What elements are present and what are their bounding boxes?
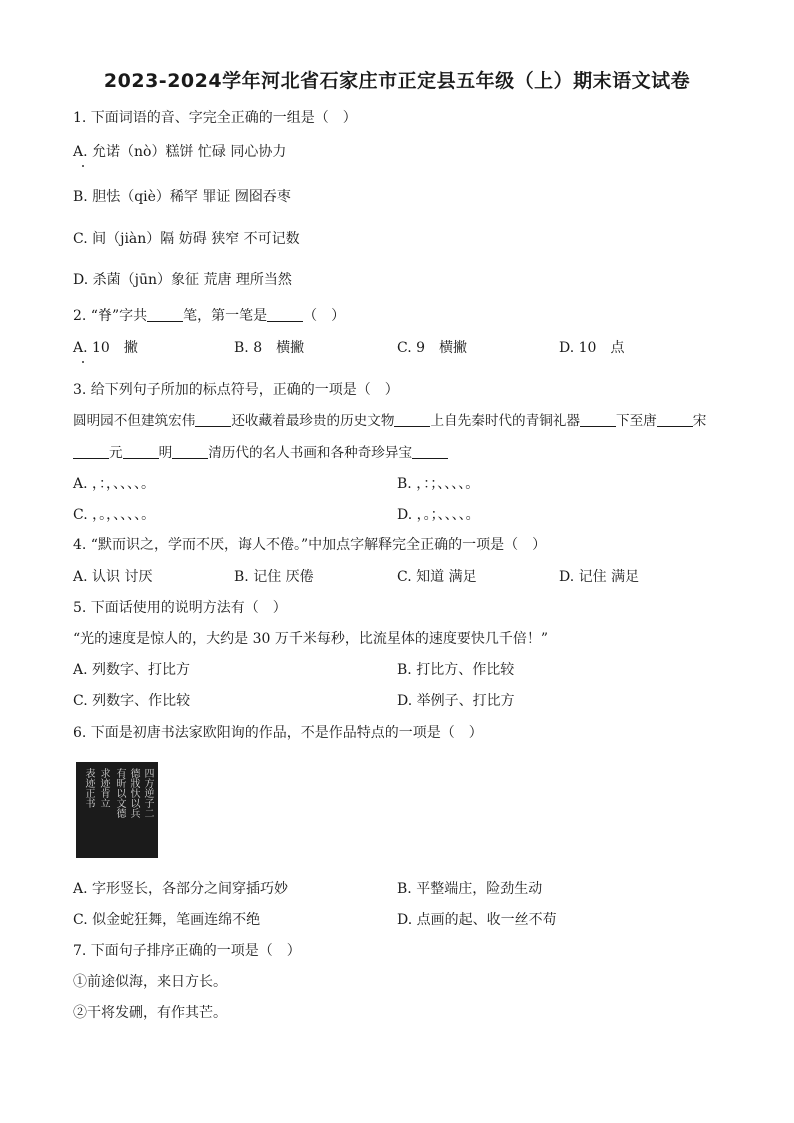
q3-fragment: 元 [109, 445, 123, 461]
q2-stem-part1: 2. “脊”字共 [73, 308, 148, 324]
q5-option-c: C. 列数字、作比较 [73, 693, 191, 709]
q7-item-1: ①前途似海，来日方长。 [73, 974, 227, 990]
q2-stem-part2: 笔，第一笔是 [183, 308, 268, 324]
answer-blank [580, 412, 616, 427]
q4-option-b: B. 记住 厌倦 [234, 569, 314, 585]
calligraphy-column: 四方逆子二 [142, 768, 153, 818]
q5-stem: 5. 下面话使用的说明方法有（ ） [73, 600, 287, 616]
q1-stem: 1. 下面词语的音、字完全正确的一组是（ ） [73, 110, 357, 126]
q1-option-d: D. 杀菌（jūn）象征 荒唐 理所当然 [73, 272, 292, 288]
answer-blank [195, 412, 231, 427]
answer-blank [267, 307, 303, 322]
calligraphy-column: 有昕以文德 [114, 768, 125, 818]
answer-blank [123, 444, 159, 459]
emphasis-dot [82, 165, 84, 167]
calligraphy-column: 求迹肯立 [98, 768, 109, 808]
emphasis-dot [82, 361, 84, 363]
q1-option-b: B. 胆怯（qiè）稀罕 罪证 囫囵吞枣 [73, 189, 291, 205]
q2-stem-part3: （ ） [303, 308, 346, 324]
answer-blank [172, 444, 208, 459]
answer-blank [147, 307, 183, 322]
answer-blank [412, 444, 448, 459]
page-title: 2023-2024学年河北省石家庄市正定县五年级（上）期末语文试卷 [103, 70, 691, 92]
q2-stem [73, 307, 345, 325]
q4-option-a: A. 认识 讨厌 [73, 569, 153, 585]
q3-option-d: D. ，。；、、、、。 [397, 507, 480, 523]
q3-fragment: 圆明园不但建筑宏伟 [73, 413, 196, 429]
q3-fragment: 还收藏着最珍贵的历史文物 [231, 413, 395, 429]
q3-option-a: A. ，：，、、、、。 [73, 476, 156, 492]
q7-stem: 7. 下面句子排序正确的一项是（ ） [73, 943, 301, 959]
q2-option-c: C. 9 横撇 [397, 340, 468, 356]
q3-fragment: 清历代的名人书画和各种奇珍异宝 [208, 445, 413, 461]
q6-stem: 6. 下面是初唐书法家欧阳询的作品，不是作品特点的一项是（ ） [73, 725, 483, 741]
q3-fragment: 宋 [692, 413, 707, 429]
q1-option-a: A. 允诺（nò）糕饼 忙碌 同心协力 [73, 144, 287, 160]
q5-option-b: B. 打比方、作比较 [397, 662, 515, 678]
calligraphy-image [76, 762, 158, 858]
q6-option-b: B. 平整端庄，险劲生动 [397, 881, 543, 897]
calligraphy-column: 表迹正书 [83, 768, 94, 808]
q1-option-c: C. 间（jiàn）隔 妨碍 狭窄 不可记数 [73, 231, 300, 247]
q3-fragment: 下至唐 [616, 413, 657, 429]
q6-option-a: A. 字形竖长，各部分之间穿插巧妙 [73, 881, 289, 897]
q3-option-c: C. ，。，、、、、。 [73, 507, 156, 523]
q4-option-c: C. 知道 满足 [397, 569, 477, 585]
answer-blank [394, 412, 430, 427]
q2-option-b: B. 8 横撇 [234, 340, 305, 356]
q3-stem: 3. 给下列句子所加的标点符号，正确的一项是（ ） [73, 382, 399, 398]
q2-option-d: D. 10 点 [559, 340, 625, 356]
q3-fragment: 上自先秦时代的青铜礼器 [430, 413, 580, 429]
answer-blank [73, 444, 109, 459]
q4-option-d: D. 记住 满足 [559, 569, 640, 585]
q5-quote: “光的速度是惊人的，大约是 30 万千米每秒，比流星体的速度要快几千倍！” [73, 631, 549, 647]
q3-sentence-line2 [73, 444, 448, 462]
q5-option-d: D. 举例子、打比方 [397, 693, 515, 709]
q6-option-c: C. 似金蛇狂舞，笔画连绵不绝 [73, 912, 261, 928]
q5-option-a: A. 列数字、打比方 [73, 662, 191, 678]
q6-option-d: D. 点画的起、收一丝不苟 [397, 912, 557, 928]
answer-blank [657, 412, 693, 427]
q3-sentence-line1 [73, 412, 706, 430]
q3-fragment: 明 [158, 445, 173, 461]
q4-stem: 4. “默而识之，学而不厌，诲人不倦。”中加点字解释完全正确的一项是（ ） [73, 537, 547, 553]
calligraphy-column: 德戕忕以兵 [128, 768, 139, 818]
q7-item-2: ②干将发硎，有作其芒。 [73, 1005, 227, 1021]
q3-option-b: B. ，：；、、、、。 [397, 476, 480, 492]
q2-option-a: A. 10 撇 [73, 340, 138, 356]
